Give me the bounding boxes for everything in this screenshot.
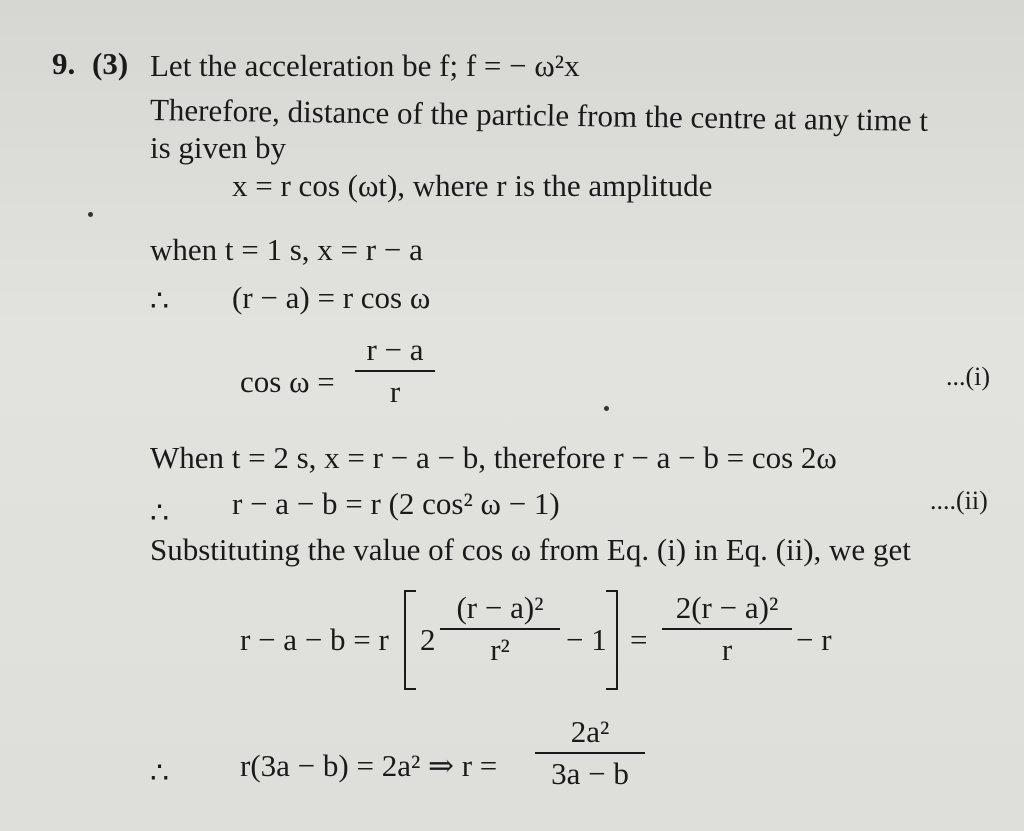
eq3-equals: = <box>630 622 648 657</box>
eq1-denominator: r <box>389 374 401 409</box>
eq3-f1-denominator: r² <box>490 632 510 667</box>
equation-step-1: (r − a) = r cos ω <box>232 280 431 315</box>
eq3-coefficient: 2 <box>420 622 436 657</box>
speck <box>604 406 609 411</box>
eq1-label: ...(i) <box>946 362 991 391</box>
eq4-numerator: 2a² <box>570 714 610 749</box>
eq3-f2-numerator: 2(r − a)² <box>675 590 779 625</box>
answer-choice: (3) <box>92 46 129 81</box>
eq4-denominator: 3a − b <box>551 756 629 791</box>
right-bracket <box>606 590 618 690</box>
fraction-bar <box>440 628 560 630</box>
fraction-bar <box>535 752 645 754</box>
fraction-bar <box>662 628 792 630</box>
fraction-bar <box>355 370 435 372</box>
equation-step-2: r − a − b = r (2 cos² ω − 1) <box>232 486 560 521</box>
equation-position: x = r cos (ωt), where r is the amplitude <box>232 168 713 203</box>
eq2-label: ....(ii) <box>930 486 988 515</box>
eq3-tail: − r <box>796 622 832 657</box>
eq1-fraction <box>355 332 435 410</box>
eq1-lhs: cos ω = <box>240 364 335 399</box>
therefore-symbol: ∴ <box>150 497 170 530</box>
text-line-2: Therefore, distance of the particle from the centre at any time t <box>149 92 929 138</box>
text-line-1: Let the acceleration be f; f = − ω²x <box>150 48 580 83</box>
left-bracket <box>404 590 416 690</box>
speck <box>88 212 93 217</box>
eq3-minus-one: − 1 <box>566 622 607 657</box>
eq3-fraction-1 <box>440 590 560 668</box>
problem-number: 9. <box>52 46 76 81</box>
eq3-fraction-2 <box>662 590 792 668</box>
eq4-lhs: r(3a − b) = 2a² ⇒ r = <box>240 748 498 783</box>
eq1-numerator: r − a <box>366 332 424 367</box>
eq4-fraction <box>535 714 645 792</box>
therefore-symbol: ∴ <box>150 757 170 790</box>
text-line-3: is given by <box>150 130 287 165</box>
eq3-lhs: r − a − b = r <box>240 622 389 657</box>
text-line-8: When t = 2 s, x = r − a − b, therefore r − a − b = cos 2ω <box>150 440 837 475</box>
text-line-5: when t = 1 s, x = r − a <box>150 232 423 267</box>
text-line-10: Substituting the value of cos ω from Eq. (i) in Eq. (ii), we get <box>150 532 911 567</box>
therefore-symbol: ∴ <box>150 285 170 318</box>
eq3-f2-denominator: r <box>721 632 733 667</box>
eq3-f1-numerator: (r − a)² <box>456 590 544 625</box>
